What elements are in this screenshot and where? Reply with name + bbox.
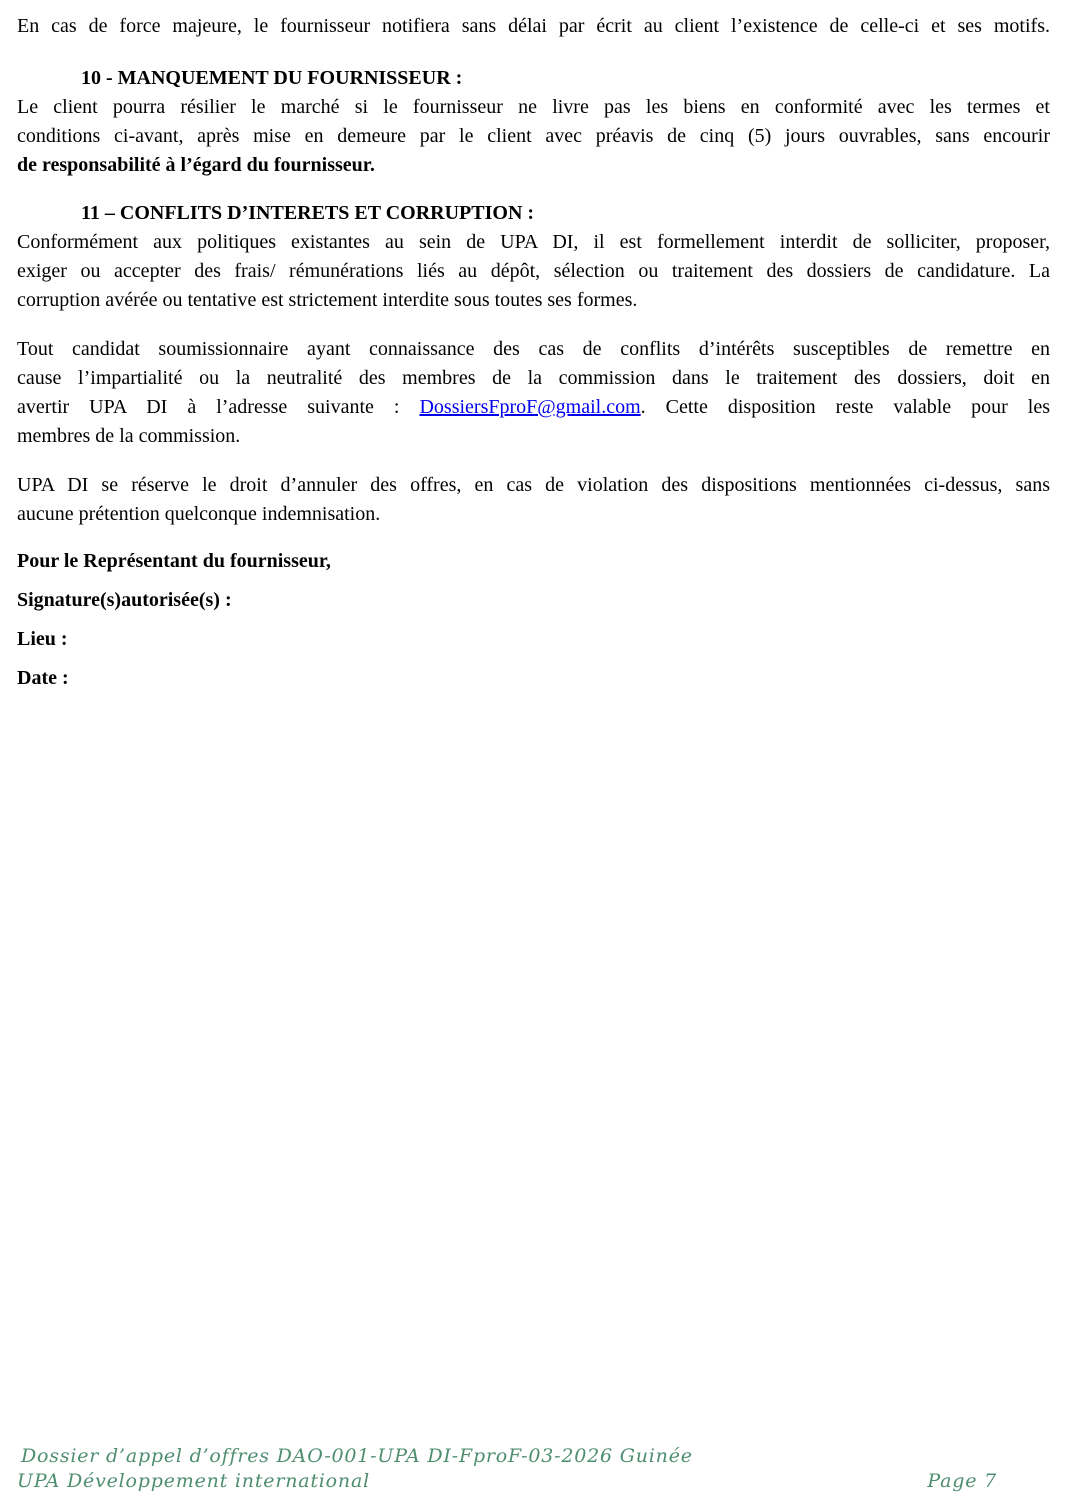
signature-representative-line: Pour le Représentant du fournisseur, xyxy=(17,550,331,572)
paragraph-candidat-line-3 xyxy=(17,393,1050,422)
paragraph-conformement-line-1: Conformément aux politiques existantes au sein de UPA DI, il est formellement interdit de solliciter, proposer, xyxy=(17,231,1050,253)
candidat-line-3-before-link: avertir UPA DI à l’adresse suivante : xyxy=(17,396,420,418)
section-11-heading: 11 – CONFLITS D’INTERETS ET CORRUPTION : xyxy=(81,202,535,224)
candidat-line-3-after-link: . Cette disposition reste valable pour les xyxy=(640,396,1050,418)
paragraph-reserve-line-2: aucune prétention quelconque indemnisation. xyxy=(17,503,381,525)
paragraph-reserve xyxy=(17,471,1050,529)
paragraph-manquement-bold-line: de responsabilité à l’égard du fournisseur. xyxy=(17,154,375,176)
footer-organization-name: UPA Développement international xyxy=(17,1470,370,1492)
paragraph-manquement-line-2: conditions ci-avant, après mise en demeure par le client avec préavis de cinq (5) jours ouvrables, sans encourir xyxy=(17,125,1050,147)
section-10-heading: 10 - MANQUEMENT DU FOURNISSEUR : xyxy=(81,67,463,89)
paragraph-manquement xyxy=(17,93,1050,180)
paragraph-candidat xyxy=(17,335,1050,451)
paragraph-candidat-line-1: Tout candidat soumissionnaire ayant connaissance des cas de conflits d’intérêts susceptibles de remettre en xyxy=(17,338,1050,360)
page-footer xyxy=(17,1444,1050,1494)
signature-place-line: Lieu : xyxy=(17,628,68,650)
document-body xyxy=(17,12,1050,693)
paragraph-conformement-line-2: exiger ou accepter des frais/ rémunérations liés au dépôt, sélection ou traitement des dossiers de candidature. La xyxy=(17,260,1050,282)
paragraph-manquement-line-1: Le client pourra résilier le marché si le fournisseur ne livre pas les biens en conformité avec les termes et xyxy=(17,96,1050,118)
footer-dossier-reference: Dossier d’appel d’offres DAO-001-UPA DI-FproF-03-2026 Guinée xyxy=(21,1445,693,1467)
paragraph-candidat-line-4: membres de la commission. xyxy=(17,425,241,447)
paragraph-force-majeure xyxy=(17,12,1050,41)
paragraph-reserve-line-1: UPA DI se réserve le droit d’annuler des offres, en cas de violation des dispositions mentionnées ci-dessus, sans xyxy=(17,474,1050,496)
paragraph-force-majeure-line: En cas de force majeure, le fournisseur notifiera sans délai par écrit au client l’existence de celle-ci et ses motifs. xyxy=(17,15,1050,37)
signature-date-line: Date : xyxy=(17,667,69,689)
signature-authorized-line: Signature(s)autorisée(s) : xyxy=(17,589,232,611)
email-link[interactable]: DossiersFproF@gmail.com xyxy=(419,396,641,418)
paragraph-candidat-line-2: cause l’impartialité ou la neutralité des membres de la commission dans le traitement des dossiers, doit en xyxy=(17,367,1050,389)
footer-organization-row xyxy=(17,1469,1050,1494)
footer-page-number: Page 7 xyxy=(927,1470,997,1492)
paragraph-conformement-line-3: corruption avérée ou tentative est strictement interdite sous toutes ses formes. xyxy=(17,289,638,311)
paragraph-conformement xyxy=(17,228,1050,315)
